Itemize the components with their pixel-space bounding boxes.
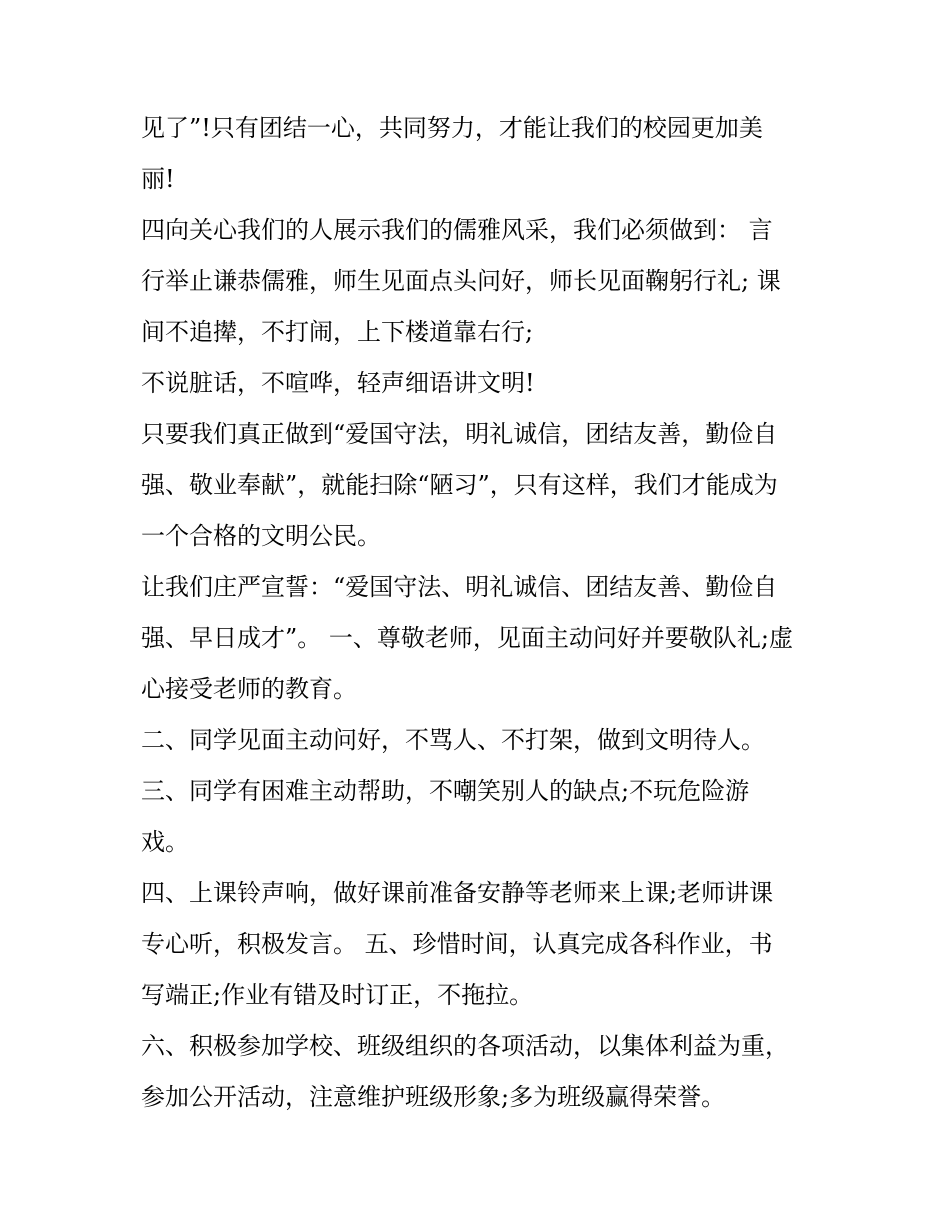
text-line: 间不追撵，不打闹，上下楼道靠右行; [141, 318, 534, 346]
text-line: 四向关心我们的人展示我们的儒雅风采，我们必须做到： 言 [141, 216, 773, 244]
text-line: 六、积极参加学校、班级组织的各项活动，以集体利益为重， [141, 1032, 789, 1060]
text-line: 强、敬业奉献”，就能扫除“陋习”，只有这样，我们才能成为 [141, 471, 778, 499]
text-line: 写端正;作业有错及时订正，不拖拉。 [141, 981, 534, 1009]
text-line: 专心听，积极发言。 五、珍惜时间，认真完成各科作业，书 [141, 930, 773, 958]
text-line: 戏。 [141, 828, 189, 856]
text-line: 见了”!只有团结一心，共同努力，才能让我们的校园更加美 [141, 114, 763, 142]
text-line: 只要我们真正做到“爱国守法，明礼诚信，团结友善，勤俭自 [141, 420, 778, 448]
text-line: 不说脏话，不喧哗，轻声细语讲文明! [141, 369, 535, 397]
text-line: 一个合格的文明公民。 [141, 522, 381, 550]
text-line: 四、上课铃声响，做好课前准备安静等老师来上课;老师讲课 [141, 879, 774, 907]
text-line: 参加公开活动，注意维护班级形象;多为班级赢得荣誉。 [141, 1083, 726, 1111]
text-line: 丽! [141, 165, 175, 193]
text-line: 心接受老师的教育。 [141, 675, 357, 703]
text-line: 行举止谦恭儒雅，师生见面点头问好，师长见面鞠躬行礼; 课 [141, 267, 781, 295]
text-line: 二、同学见面主动问好，不骂人、不打架，做到文明待人。 [141, 726, 765, 754]
text-line: 强、早日成才”。 一、尊敬老师，见面主动问好并要敬队礼;虚 [141, 624, 793, 652]
text-line: 让我们庄严宣誓：“爱国守法、明礼诚信、团结友善、勤俭自 [141, 573, 778, 601]
text-line: 三、同学有困难主动帮助，不嘲笑别人的缺点;不玩危险游 [141, 777, 750, 805]
